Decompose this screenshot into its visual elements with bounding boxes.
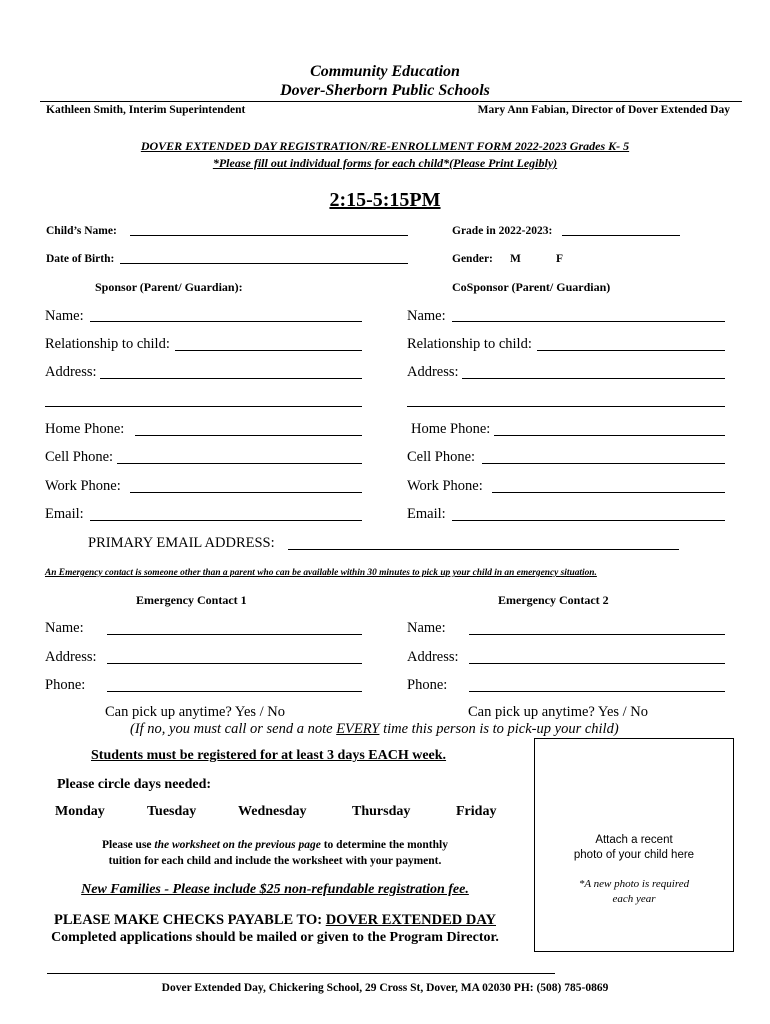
sponsor-cell-phone-label: Cell Phone: [45,449,114,465]
dob-field[interactable] [120,263,408,264]
pickup-note-every: EVERY [336,721,380,737]
checks-payee: DOVER EXTENDED DAY [325,912,496,928]
pickup-note-post: time this person is to pick-up your child) [379,721,619,737]
grade-label: Grade in 2022-2023: [452,225,553,237]
ec1-name-label: Name: [45,620,84,636]
photo-instruction-1: Attach a recent [595,834,673,846]
ec1-address-label: Address: [45,649,97,665]
pickup-note [130,721,619,738]
ec2-pickup[interactable]: Can pick up anytime? Yes / No [468,704,649,720]
sponsor-heading: Sponsor (Parent/ Guardian): [95,280,243,294]
sponsor-email-field[interactable] [90,520,362,521]
gender-f-option[interactable]: F [556,253,564,265]
sponsor-work-phone-field[interactable] [130,492,362,493]
sponsor-home-phone-label: Home Phone: [45,421,125,437]
checks-payable [20,912,530,929]
sponsor-relationship-label: Relationship to child: [45,336,170,352]
primary-email-label: PRIMARY EMAIL ADDRESS: [88,535,275,551]
photo-note-2: each year [612,893,656,905]
grade-field[interactable] [562,235,680,236]
child-name-label: Child’s Name: [46,225,117,237]
sponsor-name-field[interactable] [90,321,362,322]
day-wednesday[interactable]: Wednesday [238,804,307,819]
program-time: 2:15-5:15PM [329,189,441,211]
district-title: Dover-Sherborn Public Schools [280,82,490,99]
emergency-note: An Emergency contact is someone other than a parent who can be available within 30 minutes to pick up your child in an emergency situation. [45,568,597,578]
sponsor-relationship-field[interactable] [175,350,362,351]
ec2-address-field[interactable] [469,663,725,664]
header-rule [40,101,742,102]
ec1-phone-label: Phone: [45,677,86,693]
cosponsor-work-phone-field[interactable] [492,492,725,493]
worksheet-pre: Please use [102,839,155,851]
form-title: DOVER EXTENDED DAY REGISTRATION/RE-ENROLLMENT FORM 2022-2023 Grades K- 5 [140,139,630,153]
superintendent: Kathleen Smith, Interim Superintendent [46,104,246,116]
ec1-pickup[interactable]: Can pick up anytime? Yes / No [105,704,286,720]
emergency-contact-1-heading: Emergency Contact 1 [136,593,247,607]
photo-instruction-2: photo of your child here [573,849,695,861]
footer-rule [47,973,555,974]
form-instructions: *Please fill out individual forms for each child*(Please Print Legibly) [212,156,558,170]
ec1-address-field[interactable] [107,663,362,664]
emergency-contact-2-heading: Emergency Contact 2 [498,593,609,607]
gender-m-option[interactable]: M [510,253,521,265]
gender-label: Gender: [452,253,493,265]
cosponsor-heading: CoSponsor (Parent/ Guardian) [452,280,611,294]
primary-email-field[interactable] [288,549,679,550]
photo-box[interactable] [534,738,734,952]
ec2-address-label: Address: [407,649,459,665]
cosponsor-name-field[interactable] [452,321,725,322]
cosponsor-relationship-label: Relationship to child: [407,336,532,352]
min-days-notice: Students must be registered for at least 3 days EACH week. [91,748,447,763]
cosponsor-address-field-2[interactable] [407,406,725,407]
ec2-name-field[interactable] [469,634,725,635]
sponsor-name-label: Name: [45,308,84,324]
circle-days-prompt: Please circle days needed: [57,777,212,792]
checks-pre: PLEASE MAKE CHECKS PAYABLE TO: [54,912,326,928]
org-title: Community Education [310,63,460,80]
day-monday[interactable]: Monday [55,804,105,819]
cosponsor-cell-phone-field[interactable] [482,463,725,464]
worksheet-instruction [30,839,520,851]
ec2-name-label: Name: [407,620,446,636]
worksheet-post: to determine the monthly [320,839,448,851]
cosponsor-name-label: Name: [407,308,446,324]
worksheet-instruction-2: tuition for each child and include the worksheet with your payment. [108,855,442,867]
director: Mary Ann Fabian, Director of Dover Extended Day [477,104,730,116]
sponsor-home-phone-field[interactable] [135,435,362,436]
cosponsor-address-label: Address: [407,364,459,380]
cosponsor-work-phone-label: Work Phone: [407,478,483,494]
cosponsor-home-phone-label: Home Phone: [411,421,491,437]
sponsor-address-label: Address: [45,364,97,380]
ec2-phone-field[interactable] [469,691,725,692]
ec1-phone-field[interactable] [107,691,362,692]
sponsor-address-field-2[interactable] [45,406,362,407]
dob-label: Date of Birth: [46,253,115,265]
sponsor-work-phone-label: Work Phone: [45,478,121,494]
day-friday[interactable]: Friday [456,804,497,819]
photo-note-1: *A new photo is required [578,878,690,890]
cosponsor-email-label: Email: [407,506,446,522]
sponsor-email-label: Email: [45,506,84,522]
ec1-name-field[interactable] [107,634,362,635]
footer-address: Dover Extended Day, Chickering School, 29 Cross St, Dover, MA 02030 PH: (508) 785-0869 [161,982,609,994]
pickup-note-pre: (If no, you must call or send a note [130,721,337,737]
cosponsor-relationship-field[interactable] [537,350,725,351]
new-families-fee: New Families - Please include $25 non-refundable registration fee. [81,882,469,897]
sponsor-address-field[interactable] [100,378,362,379]
day-tuesday[interactable]: Tuesday [147,804,197,819]
cosponsor-email-field[interactable] [452,520,725,521]
cosponsor-cell-phone-label: Cell Phone: [407,449,476,465]
ec2-phone-label: Phone: [407,677,448,693]
cosponsor-address-field[interactable] [462,378,725,379]
worksheet-italic: the worksheet on the previous page [154,839,321,851]
day-thursday[interactable]: Thursday [352,804,411,819]
cosponsor-home-phone-field[interactable] [494,435,725,436]
sponsor-cell-phone-field[interactable] [117,463,362,464]
mail-instruction: Completed applications should be mailed or given to the Program Director. [51,930,499,945]
child-name-field[interactable] [130,235,408,236]
